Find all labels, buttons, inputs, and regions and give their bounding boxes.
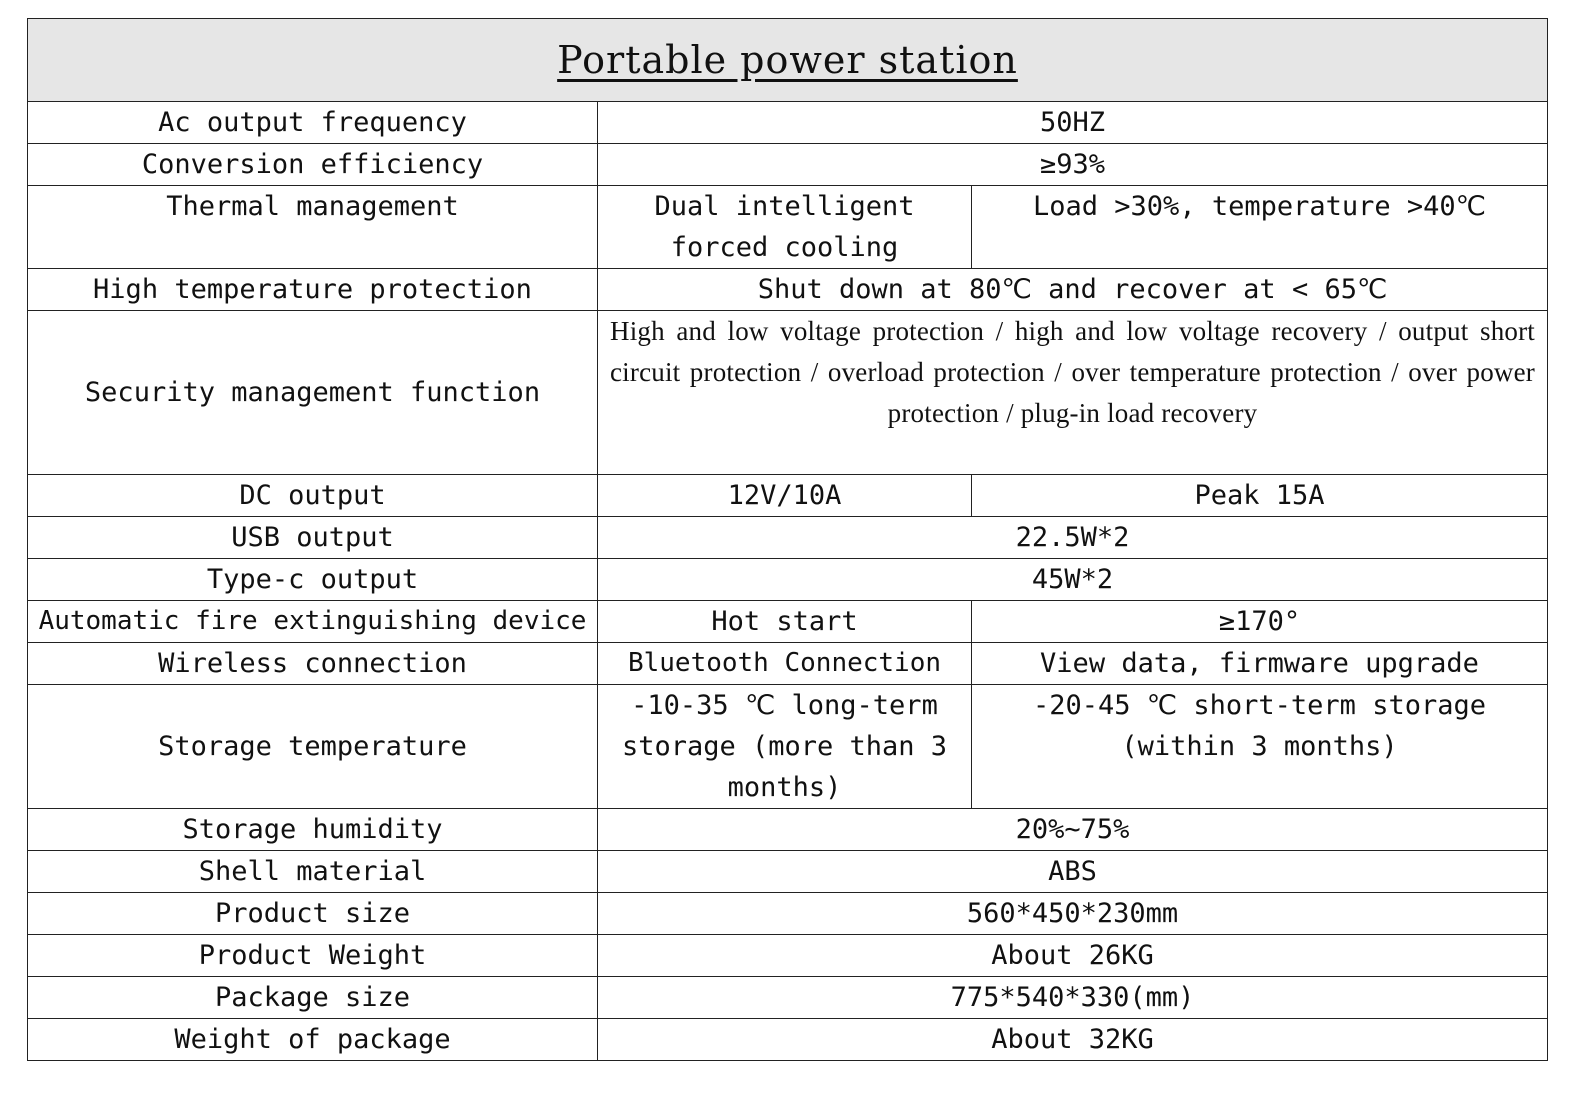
spec-value-b: View data, firmware upgrade [972,643,1548,685]
spec-value: 775*540*330(mm) [598,977,1548,1019]
title-row [28,19,1548,102]
spec-value: 22.5W*2 [598,517,1548,559]
spec-value: High and low voltage protection / high and low voltage recovery / output short circuit protection / overload protection / over temperature protection / over power protection / plug-in load recovery [598,311,1548,475]
spec-label: Wireless connection [28,643,598,685]
spec-value-a: Hot start [598,601,972,643]
table-row [28,475,1548,517]
spec-value-a: Dual intelligent forced cooling [598,186,972,269]
spec-label: Weight of package [28,1019,598,1061]
table-row [28,643,1548,685]
spec-value-b: ≥170° [972,601,1548,643]
table-row [28,517,1548,559]
spec-label: Package size [28,977,598,1019]
spec-value: 20%~75% [598,809,1548,851]
spec-value: About 26KG [598,935,1548,977]
spec-label: Thermal management [28,186,598,269]
spec-value: ABS [598,851,1548,893]
spec-label: USB output [28,517,598,559]
table-row [28,102,1548,144]
spec-label: Conversion efficiency [28,144,598,186]
spec-value: 560*450*230mm [598,893,1548,935]
table-row [28,186,1548,269]
spec-label: Type-c output [28,559,598,601]
spec-value: Shut down at 80℃ and recover at < 65℃ [598,269,1548,311]
spec-label: Ac output frequency [28,102,598,144]
spec-value-a: 12V/10A [598,475,972,517]
spec-label: Shell material [28,851,598,893]
table-row [28,893,1548,935]
spec-table [27,18,1548,1061]
title-cell [28,19,1548,102]
spec-value-a: -10-35 ℃ long-term storage (more than 3 months) [598,685,972,809]
spec-label: DC output [28,475,598,517]
spec-label: Product size [28,893,598,935]
spec-value: About 32KG [598,1019,1548,1061]
spec-label: Product Weight [28,935,598,977]
spec-label: Storage temperature [28,685,598,809]
spec-value-a: Bluetooth Connection [598,643,972,685]
table-row [28,1019,1548,1061]
table-row [28,685,1548,809]
table-title: Portable power station [557,37,1018,82]
table-row [28,809,1548,851]
spec-value: ≥93% [598,144,1548,186]
table-row [28,559,1548,601]
spec-label: Storage humidity [28,809,598,851]
spec-value-b: Peak 15A [972,475,1548,517]
spec-value-b: Load >30%, temperature >40℃ [972,186,1548,269]
spec-label: Security management function [28,311,598,475]
table-row [28,144,1548,186]
spec-value: 45W*2 [598,559,1548,601]
table-row [28,311,1548,475]
spec-value: 50HZ [598,102,1548,144]
table-row [28,601,1548,643]
table-row [28,977,1548,1019]
spec-value-b: -20-45 ℃ short-term storage (within 3 months) [972,685,1548,809]
table-row [28,935,1548,977]
table-row [28,269,1548,311]
table-row [28,851,1548,893]
spec-label: High temperature protection [28,269,598,311]
spec-label: Automatic fire extinguishing device [28,601,598,643]
